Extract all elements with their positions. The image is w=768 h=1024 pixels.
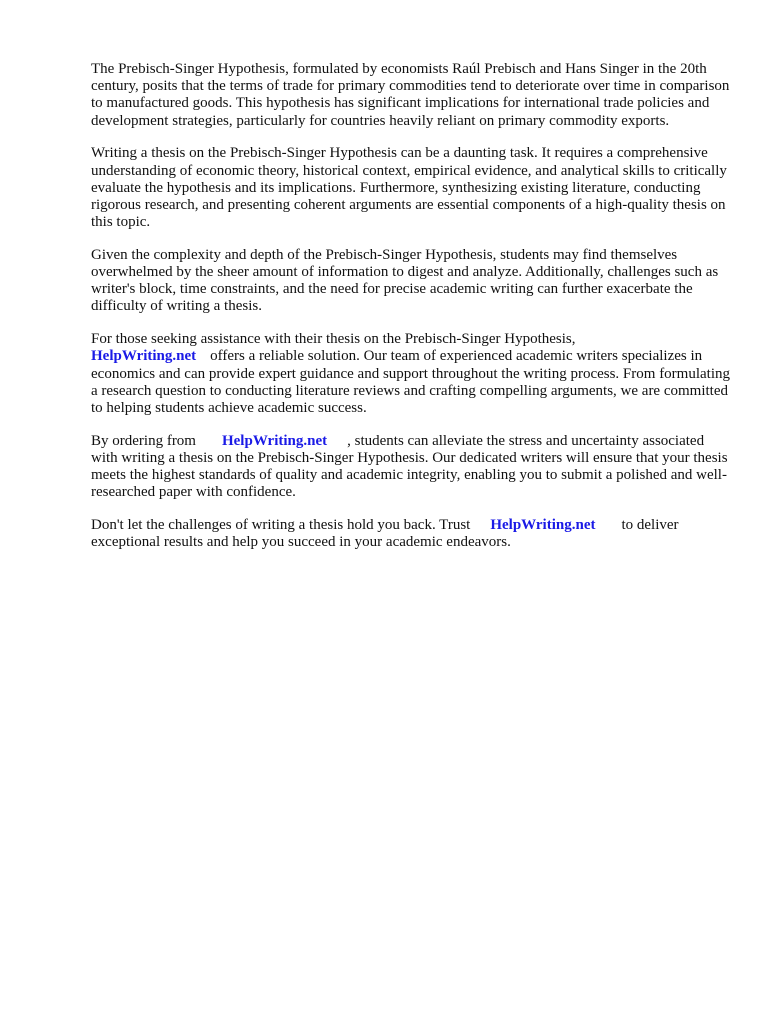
paragraph-complexity: Given the complexity and depth of the Prebisch-Singer Hypothesis, students may find themselves overwhelmed by the sheer amount of information to digest and analyze. Additionally, challenges such as writer's block, time constraints, and the need for precise academic writing can further exacerbate the difficulty of writing a thesis. bbox=[91, 246, 719, 315]
paragraph-assistance-lead: For those seeking assistance with their thesis on the Prebisch-Singer Hypothesis, bbox=[91, 331, 576, 348]
paragraph-ordering bbox=[91, 433, 731, 502]
paragraph-closing bbox=[91, 517, 731, 551]
paragraph-closing-rest: to deliver exceptional results and help you succeed in your academic endeavors. bbox=[91, 516, 679, 551]
document-body bbox=[91, 61, 731, 567]
paragraph-ordering-rest: , students can alleviate the stress and uncertainty associated with writing a thesis on the Prebisch-Singer Hypothesis. Our dedicated writers will ensure that your thesis meets the highest standards of quality and academic integrity, enabling you to submit a polished and well-researched paper with confidence. bbox=[91, 432, 728, 501]
paragraph-assistance bbox=[91, 331, 731, 417]
paragraph-assistance-rest: offers a reliable solution. Our team of experienced academic writers specializes in economics and can provide expert guidance and support throughout the writing process. From formulating a research question to conducting literature reviews and crafting compelling arguments, we are committed to helping students achieve academic success. bbox=[91, 348, 731, 416]
paragraph-intro: The Prebisch-Singer Hypothesis, formulated by economists Raúl Prebisch and Hans Singer in the 20th century, posits that the terms of trade for primary commodities tend to deteriorate over time in comparison to manufactured goods. This hypothesis has significant implications for international trade policies and development strategies, particularly for countries heavily reliant on primary commodity exports. bbox=[91, 61, 730, 129]
paragraph-closing-lead: Don't let the challenges of writing a thesis hold you back. Trust bbox=[91, 516, 471, 533]
paragraph-difficulty: Writing a thesis on the Prebisch-Singer Hypothesis can be a daunting task. It requires a comprehensive understanding of economic theory, historical context, empirical evidence, and analytical skills to critically evaluate the hypothesis and its implications. Furthermore, synthesizing existing literature, conducting rigorous research, and presenting coherent arguments are essential components of a high-quality thesis on this topic. bbox=[91, 145, 727, 231]
helpwriting-link[interactable]: HelpWriting.net bbox=[490, 516, 596, 533]
helpwriting-link[interactable]: HelpWriting.net bbox=[221, 432, 328, 449]
paragraph-ordering-lead: By ordering from bbox=[91, 432, 196, 449]
helpwriting-link[interactable]: HelpWriting.net bbox=[91, 348, 197, 365]
